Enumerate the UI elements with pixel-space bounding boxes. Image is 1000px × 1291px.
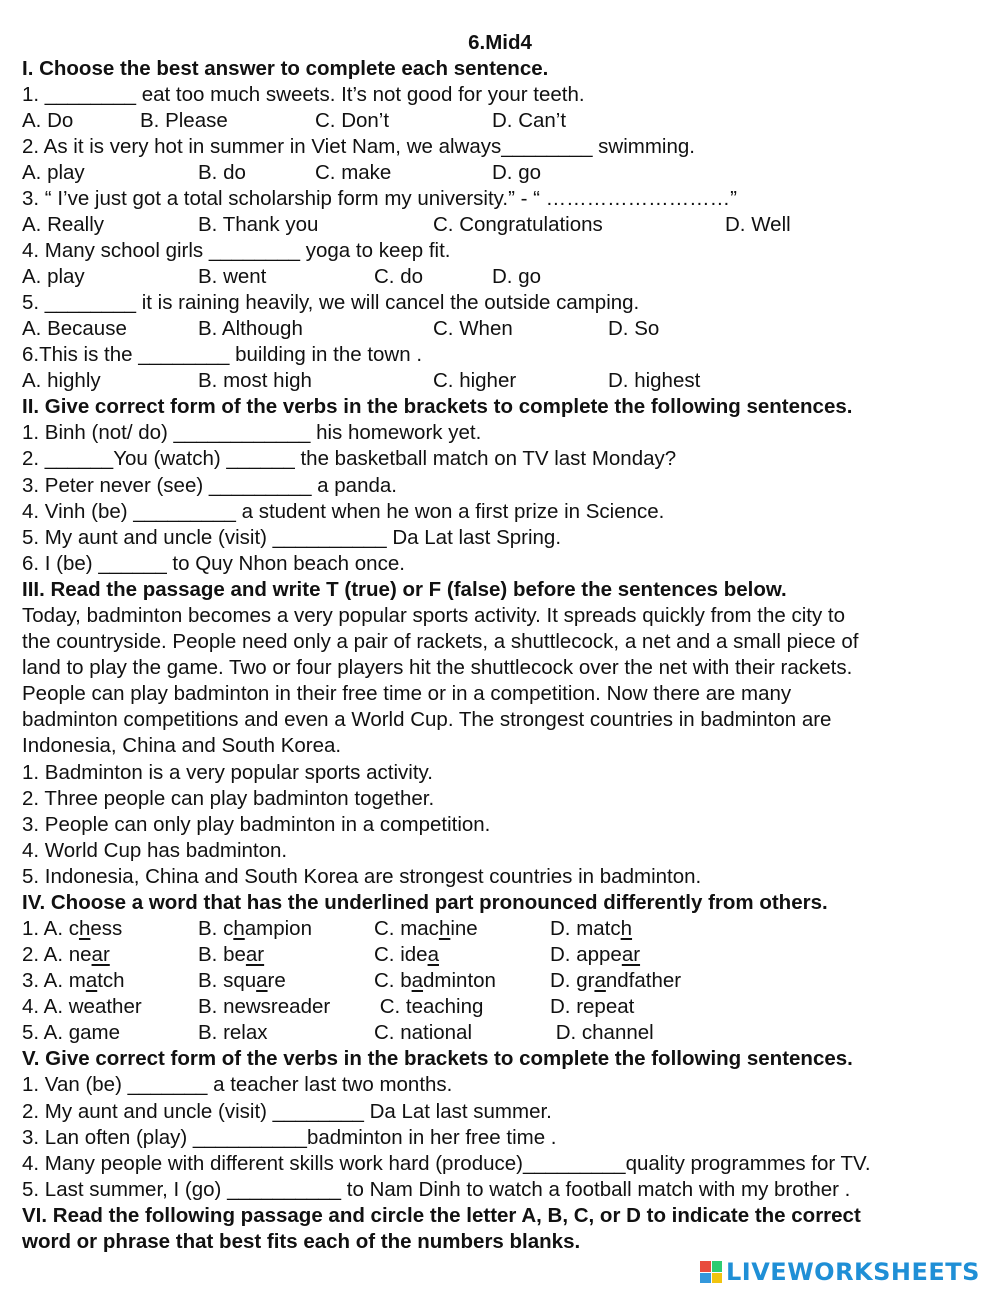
- word-part: appe: [576, 943, 622, 966]
- s2-item-6[interactable]: 6. I (be) ______ to Quy Nhon beach once.: [22, 552, 405, 575]
- word-part: D.: [550, 943, 577, 966]
- word-part: re: [267, 969, 286, 992]
- underlined-part: a: [85, 969, 98, 992]
- s4-option[interactable]: [374, 916, 478, 942]
- s3-passage-line: badminton competitions and even a World Cup. The strongest countries in badminton are: [22, 708, 832, 731]
- logo-square: [700, 1261, 711, 1272]
- liveworksheets-logo: [700, 1258, 980, 1286]
- s2-item-5[interactable]: 5. My aunt and uncle (visit) __________ Da Lat last Spring.: [22, 526, 562, 549]
- s1-question-1: 1. ________ eat too much sweets. It’s not good for your teeth.: [22, 83, 585, 106]
- s5-item-3[interactable]: 3. Lan often (play) __________badminton in her free time .: [22, 1126, 557, 1149]
- word-part: b: [400, 969, 412, 992]
- s5-item-4[interactable]: 4. Many people with different skills work hard (produce)_________quality programmes for TV.: [22, 1152, 871, 1175]
- word-part: C.: [374, 995, 406, 1018]
- s4-option[interactable]: [198, 1020, 268, 1046]
- s1-q1-option-b[interactable]: B. Please: [140, 109, 228, 132]
- s5-item-5[interactable]: 5. Last summer, I (go) __________ to Nam Dinh to watch a football match with my brother .: [22, 1178, 851, 1201]
- s4-option[interactable]: [22, 916, 122, 942]
- word-part: tch: [97, 969, 125, 992]
- s3-passage-line: Today, badminton becomes a very popular sports activity. It spreads quickly from the city to: [22, 604, 846, 627]
- section-1-heading: I. Choose the best answer to complete each sentence.: [22, 57, 549, 80]
- word-part: 5. A.: [22, 1021, 69, 1044]
- s2-item-3[interactable]: 3. Peter never (see) _________ a panda.: [22, 474, 397, 497]
- s1-question-3: 3. “ I’ve just got a total scholarship form my university.” - “ ………………………”: [22, 187, 737, 210]
- s2-item-4[interactable]: 4. Vinh (be) _________ a student when he won a first prize in Science.: [22, 500, 665, 523]
- s1-q5-option-d[interactable]: D. So: [608, 317, 660, 340]
- word-part: squ: [223, 969, 257, 992]
- word-part: C.: [374, 969, 401, 992]
- s1-q6-option-b[interactable]: B. most high: [198, 369, 312, 392]
- logo-grid-icon: [700, 1261, 722, 1283]
- word-part: 4. A.: [22, 995, 69, 1018]
- word-part: ide: [400, 943, 428, 966]
- word-part: relax: [223, 1021, 268, 1044]
- underlined-part: h: [233, 917, 245, 940]
- s4-option[interactable]: [198, 994, 330, 1020]
- word-part: B.: [198, 995, 224, 1018]
- underlined-part: ar: [91, 943, 110, 966]
- s4-option[interactable]: [374, 968, 496, 994]
- s1-q6-option-d[interactable]: D. highest: [608, 369, 701, 392]
- s3-statement-3[interactable]: 3. People can only play badminton in a competition.: [22, 813, 491, 836]
- s3-statement-5[interactable]: 5. Indonesia, China and South Korea are strongest countries in badminton.: [22, 865, 702, 888]
- s4-option[interactable]: [374, 994, 483, 1020]
- word-part: D.: [550, 917, 577, 940]
- word-part: ine: [450, 917, 478, 940]
- underlined-part: a: [427, 943, 439, 966]
- section-6-heading: VI. Read the following passage and circle the letter A, B, C, or D to indicate the correct: [22, 1204, 861, 1227]
- s3-passage-line: the countryside. People need only a pair of rackets, a shuttlecock, a net and a small piece of: [22, 630, 859, 653]
- section-5-heading: V. Give correct form of the verbs in the brackets to complete the following sentences.: [22, 1047, 853, 1070]
- word-part: game: [68, 1021, 121, 1044]
- underlined-part: a: [411, 969, 424, 992]
- s4-option[interactable]: [198, 916, 312, 942]
- s2-item-1[interactable]: 1. Binh (not/ do) ____________ his homework yet.: [22, 421, 482, 444]
- s4-option[interactable]: [22, 994, 142, 1020]
- s3-passage-line: People can play badminton in their free time or in a competition. Now there are many: [22, 682, 792, 705]
- s1-q3-option-b[interactable]: B. Thank you: [198, 213, 319, 236]
- underlined-part: a: [594, 969, 606, 992]
- word-part: m: [68, 969, 86, 992]
- underlined-part: h: [438, 917, 451, 940]
- page-title: 6.Mid4: [468, 31, 532, 54]
- s1-q2-option-b[interactable]: B. do: [198, 161, 246, 184]
- word-part: weather: [68, 995, 142, 1018]
- s4-option[interactable]: [22, 942, 110, 968]
- word-part: B.: [198, 969, 224, 992]
- word-part: c: [223, 917, 234, 940]
- s3-statement-1[interactable]: 1. Badminton is a very popular sports activity.: [22, 761, 433, 784]
- underlined-part: h: [78, 917, 91, 940]
- word-part: be: [223, 943, 246, 966]
- s4-option[interactable]: [22, 1020, 120, 1046]
- section-4-heading: IV. Choose a word that has the underlined part pronounced differently from others.: [22, 891, 828, 914]
- logo-square: [700, 1273, 711, 1284]
- s4-option[interactable]: [374, 942, 439, 968]
- underlined-part: ar: [621, 943, 641, 966]
- word-part: C.: [374, 917, 401, 940]
- word-part: national: [400, 1021, 473, 1044]
- word-part: B.: [198, 917, 224, 940]
- underlined-part: ar: [245, 943, 265, 966]
- s1-question-4: 4. Many school girls ________ yoga to keep fit.: [22, 239, 451, 262]
- section-2-heading: II. Give correct form of the verbs in the brackets to complete the following sentences.: [22, 395, 853, 418]
- word-part: ess: [90, 917, 123, 940]
- word-part: newsreader: [223, 995, 331, 1018]
- s3-passage-line: Indonesia, China and South Korea.: [22, 734, 342, 757]
- s4-option[interactable]: [374, 1020, 472, 1046]
- word-part: C.: [374, 1021, 401, 1044]
- word-part: B.: [198, 943, 224, 966]
- word-part: dminton: [423, 969, 496, 992]
- word-part: ndfather: [605, 969, 682, 992]
- s5-item-2[interactable]: 2. My aunt and uncle (visit) ________ Da Lat last summer.: [22, 1100, 552, 1123]
- section-3-heading: III. Read the passage and write T (true) or F (false) before the sentences below.: [22, 578, 787, 601]
- word-part: repeat: [576, 995, 635, 1018]
- s1-q3-option-a[interactable]: A. Really: [22, 213, 105, 236]
- s5-item-1[interactable]: 1. Van (be) _______ a teacher last two months.: [22, 1073, 453, 1096]
- logo-text: LIVEWORKSHEETS: [726, 1258, 980, 1286]
- s3-statement-2[interactable]: 2. Three people can play badminton together.: [22, 787, 435, 810]
- s1-q1-option-a[interactable]: A. Do: [22, 109, 74, 132]
- s4-option[interactable]: [550, 916, 632, 942]
- section-6-heading-cont: word or phrase that best fits each of the numbers blanks.: [22, 1230, 581, 1253]
- s1-q6-option-a[interactable]: A. highly: [22, 369, 101, 392]
- underlined-part: a: [256, 969, 268, 992]
- word-part: D.: [550, 1021, 582, 1044]
- s4-option[interactable]: [550, 994, 634, 1020]
- s1-q4-option-a[interactable]: A. play: [22, 265, 85, 288]
- word-part: ne: [68, 943, 92, 966]
- word-part: channel: [581, 1021, 654, 1044]
- s1-q3-option-d[interactable]: D. Well: [725, 213, 791, 236]
- s4-option[interactable]: [550, 942, 640, 968]
- logo-square: [712, 1273, 723, 1284]
- s1-q5-option-a[interactable]: A. Because: [22, 317, 127, 340]
- s1-q4-option-d[interactable]: D. go: [492, 265, 541, 288]
- word-part: 1. A.: [22, 917, 69, 940]
- s2-item-2[interactable]: 2. ______You (watch) ______ the basketball match on TV last Monday?: [22, 447, 677, 470]
- s4-option[interactable]: [550, 968, 681, 994]
- s1-q6-option-c[interactable]: C. higher: [433, 369, 517, 392]
- word-part: C.: [374, 943, 401, 966]
- word-part: teaching: [405, 995, 484, 1018]
- s1-q5-option-b[interactable]: B. Although: [198, 317, 303, 340]
- word-part: D.: [550, 969, 577, 992]
- s1-question-6: 6.This is the ________ building in the town .: [22, 343, 423, 366]
- s1-q1-option-c[interactable]: C. Don’t: [315, 109, 390, 132]
- s1-question-2: 2. As it is very hot in summer in Viet Nam, we always________ swimming.: [22, 135, 695, 158]
- s1-q2-option-c[interactable]: C. make: [315, 161, 392, 184]
- word-part: ampion: [244, 917, 312, 940]
- word-part: matc: [576, 917, 621, 940]
- s1-q4-option-b[interactable]: B. went: [198, 265, 267, 288]
- s3-passage-line: land to play the game. Two or four players hit the shuttlecock over the net with their rackets.: [22, 656, 853, 679]
- word-part: B.: [198, 1021, 224, 1044]
- s4-option[interactable]: [198, 942, 264, 968]
- s4-option[interactable]: [198, 968, 286, 994]
- s1-q3-option-c[interactable]: C. Congratulations: [433, 213, 603, 236]
- word-part: c: [68, 917, 79, 940]
- s1-q2-option-a[interactable]: A. play: [22, 161, 85, 184]
- s4-option[interactable]: [22, 968, 125, 994]
- s1-q1-option-d[interactable]: D. Can’t: [492, 109, 567, 132]
- s4-option[interactable]: [550, 1020, 654, 1046]
- logo-square: [712, 1261, 723, 1272]
- s1-q4-option-c[interactable]: C. do: [374, 265, 423, 288]
- s1-question-5: 5. ________ it is raining heavily, we will cancel the outside camping.: [22, 291, 640, 314]
- s3-statement-4[interactable]: 4. World Cup has badminton.: [22, 839, 288, 862]
- word-part: D.: [550, 995, 577, 1018]
- s1-q2-option-d[interactable]: D. go: [492, 161, 541, 184]
- word-part: mac: [400, 917, 439, 940]
- word-part: 3. A.: [22, 969, 69, 992]
- word-part: 2. A.: [22, 943, 69, 966]
- word-part: gr: [576, 969, 595, 992]
- s1-q5-option-c[interactable]: C. When: [433, 317, 513, 340]
- underlined-part: h: [620, 917, 633, 940]
